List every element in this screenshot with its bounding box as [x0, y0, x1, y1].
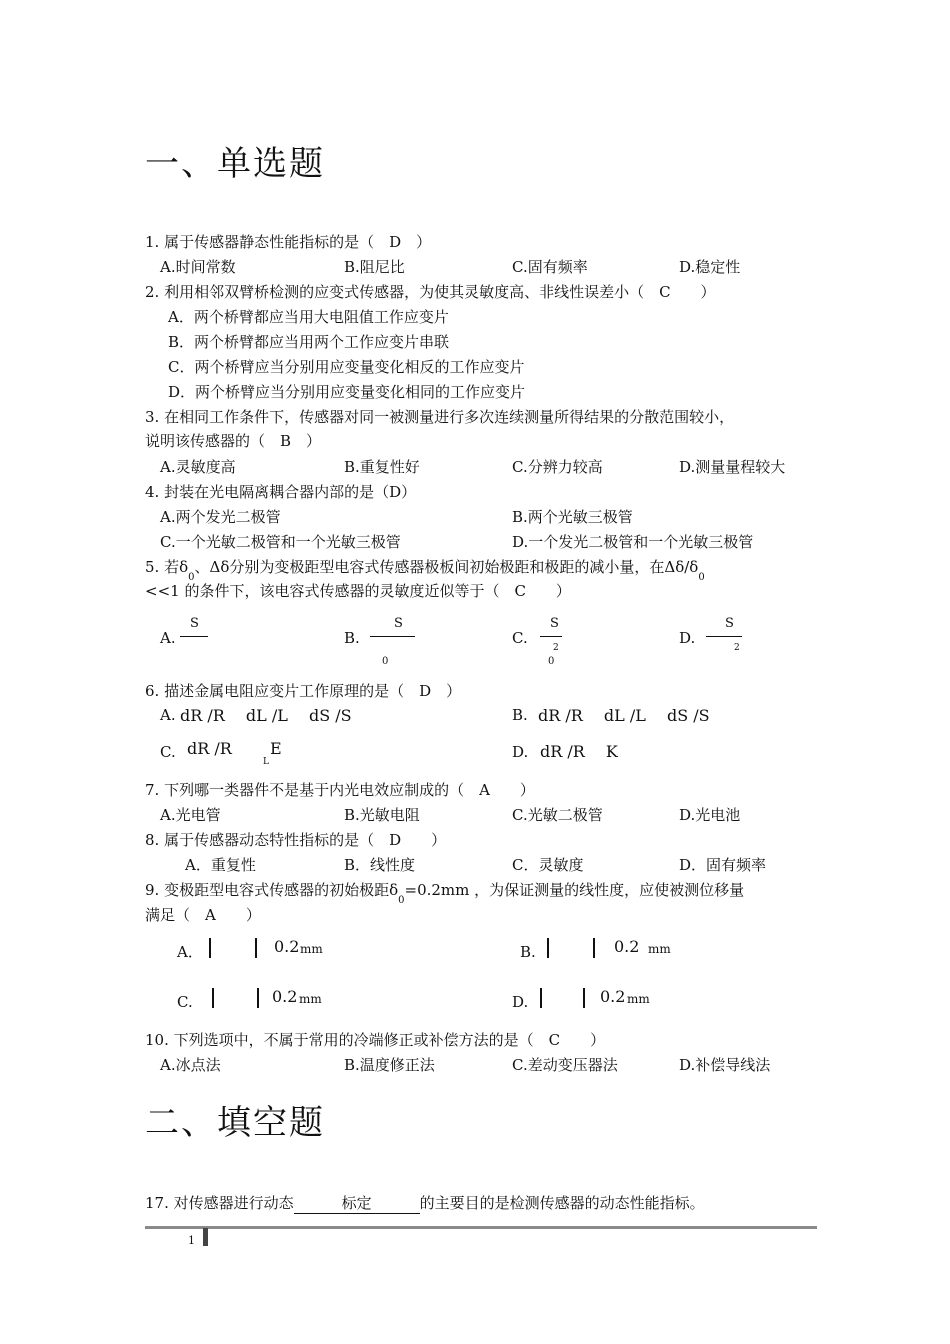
q4-option-c: C.一个光敏二极管和一个光敏三极管	[160, 533, 401, 551]
footer-rule	[145, 1226, 817, 1229]
q8-option-d: D．固有频率	[679, 856, 767, 874]
q9-d-value: 0.2	[600, 987, 626, 1006]
q5-a-fraction-bar	[180, 636, 208, 637]
q6-option-a-label: A.	[160, 706, 176, 724]
question-6-stem: 6. 描述金属电阻应变片工作原理的是（ D ）	[145, 682, 462, 700]
question-4-stem: 4. 封装在光电隔离耦合器内部的是（D）	[145, 483, 417, 501]
q5-a-numerator: S	[190, 616, 199, 631]
question-1-stem: 1. 属于传感器静态性能指标的是（ D ）	[145, 233, 432, 251]
q9-b-abs-bar-right	[593, 938, 595, 958]
q17-answer-blank: 标定	[294, 1193, 420, 1214]
q17-suffix: 的主要目的是检测传感器的动态性能指标。	[419, 1194, 705, 1212]
q5-c-fraction-bar	[540, 636, 562, 637]
q5-b-denominator: 0	[382, 656, 389, 667]
q5-b-fraction-bar	[370, 636, 415, 637]
q9-c-value: 0.2	[272, 987, 298, 1006]
q1-option-b: B.阻尼比	[344, 258, 405, 276]
q7-option-c: C.光敏二极管	[512, 806, 603, 824]
page-number: 1	[188, 1234, 195, 1247]
q7-option-d: D.光电池	[679, 806, 741, 824]
q7-option-a: A.光电管	[160, 806, 221, 824]
q6-option-b-label: B.	[512, 706, 528, 724]
q9-c-abs-bar-right	[257, 988, 259, 1008]
question-3-stem: 3. 在相同工作条件下，传感器对同一被测量进行多次连续测量所得结果的分散范围较小，	[145, 408, 735, 426]
q9-c-unit: mm	[299, 992, 322, 1006]
q5-c-numerator: S	[550, 616, 559, 631]
q6-option-b-expr: dR /R dL /L dS /S	[538, 706, 710, 725]
question-9-stem: 9. 变极距型电容式传感器的初始极距$\delta_0=0.2mm$ ，为保证测量的线性度，应使被测位移量	[145, 881, 745, 906]
q9-a-unit: mm	[300, 942, 323, 956]
q8-option-a: A．重复性	[185, 856, 256, 874]
q5-option-c-label: C.	[512, 629, 528, 647]
q5-d-numerator: S	[725, 616, 734, 631]
q2-option-c: C．两个桥臂应当分别用应变量变化相反的工作应变片	[168, 358, 525, 376]
q6-option-d-label: D.	[512, 743, 529, 761]
q5-d-den-power: 2	[734, 643, 740, 653]
q1-option-a: A.时间常数	[160, 258, 236, 276]
question-8-stem: 8. 属于传感器动态特性指标的是（ D ）	[145, 831, 447, 849]
q17-prefix: 17. 对传感器进行动态	[145, 1194, 294, 1212]
q6-option-d-expr: dR /R K	[540, 742, 618, 761]
q6-option-c-subscript: L	[263, 757, 269, 767]
question-10-stem: 10. 下列选项中，不属于常用的冷端修正或补偿方法的是（ C ）	[145, 1031, 606, 1049]
q9-option-a-label: A．	[177, 943, 203, 961]
q4-option-a: A.两个发光二极管	[160, 508, 281, 526]
q6-option-a-expr: dR /R dL /L dS /S	[180, 706, 352, 725]
q9-d-abs-bar-left	[540, 988, 542, 1008]
q10-option-d: D.补偿导线法	[679, 1056, 771, 1074]
q9-d-abs-bar-right	[583, 988, 585, 1008]
q5-d-fraction-bar	[706, 636, 742, 637]
q9-b-abs-bar-left	[547, 938, 549, 958]
q3-option-b: B.重复性好	[344, 458, 420, 476]
q6-option-c-label: C.	[160, 743, 176, 761]
question-3-stem-cont: 说明该传感器的（ B ）	[145, 432, 322, 450]
q4-option-d: D.一个发光二极管和一个光敏三极管	[512, 533, 754, 551]
question-5-stem: 5. 若$\delta_0$、Δδ分别为变极距型电容式传感器极板间初始极距和极距的减小量，在$\Delta\delta/\delta_0$	[145, 558, 705, 583]
q10-option-b: B.温度修正法	[344, 1056, 435, 1074]
q1-option-d: D.稳定性	[679, 258, 741, 276]
q9-option-b-label: B.	[520, 943, 536, 961]
q10-option-c: C.差动变压器法	[512, 1056, 618, 1074]
q8-option-b: B．线性度	[344, 856, 416, 874]
q7-option-b: B.光敏电阻	[344, 806, 420, 824]
q9-a-abs-bar-left	[209, 938, 211, 958]
q9-b-unit: mm	[648, 942, 671, 956]
question-7-stem: 7. 下列哪一类器件不是基于内光电效应制成的（ A ）	[145, 781, 535, 799]
section-title-single-choice: 一、单选题	[145, 144, 325, 184]
q9-option-c-label: C.	[177, 993, 193, 1011]
q5-c-den-power: 2	[553, 643, 559, 653]
question-5-stem-cont: <<1 的条件下，该电容式传感器的灵敏度近似等于（ C ）	[145, 582, 571, 600]
section-title-fill-blank: 二、填空题	[145, 1103, 325, 1143]
footer-marker	[203, 1228, 208, 1246]
q9-d-unit: mm	[627, 992, 650, 1006]
q5-option-d-label: D.	[679, 629, 696, 647]
q5-option-b-label: B.	[344, 629, 360, 647]
q8-option-c: C．灵敏度	[512, 856, 584, 874]
q9-c-abs-bar-left	[212, 988, 214, 1008]
q4-option-b: B.两个光敏三极管	[512, 508, 633, 526]
q5-b-numerator: S	[394, 616, 403, 631]
q9-b-value: 0.2	[614, 937, 640, 956]
q3-option-a: A.灵敏度高	[160, 458, 236, 476]
q10-option-a: A.冰点法	[160, 1056, 221, 1074]
question-9-stem-cont: 满足（ A ）	[145, 906, 261, 924]
q9-a-abs-bar-right	[255, 938, 257, 958]
q2-option-a: A．两个桥臂都应当用大电阻值工作应变片	[168, 308, 449, 326]
q3-option-d: D.测量量程较大	[679, 458, 786, 476]
q2-option-b: B．两个桥臂都应当用两个工作应变片串联	[168, 333, 450, 351]
q5-option-a-label: A.	[160, 629, 176, 647]
q3-option-c: C.分辨力较高	[512, 458, 603, 476]
q6-option-c-e: E	[270, 739, 282, 758]
q2-option-d: D．两个桥臂应当分别用应变量变化相同的工作应变片	[168, 383, 526, 401]
q1-option-c: C.固有频率	[512, 258, 588, 276]
q9-option-d-label: D.	[512, 993, 529, 1011]
q9-a-value: 0.2	[274, 937, 300, 956]
question-17	[145, 1193, 705, 1214]
question-2-stem: 2. 利用相邻双臂桥检测的应变式传感器，为使其灵敏度高、非线性误差小（ C ）	[145, 283, 716, 301]
q6-option-c-expr: dR /R	[187, 739, 232, 758]
q5-c-denominator: 0	[548, 656, 555, 667]
